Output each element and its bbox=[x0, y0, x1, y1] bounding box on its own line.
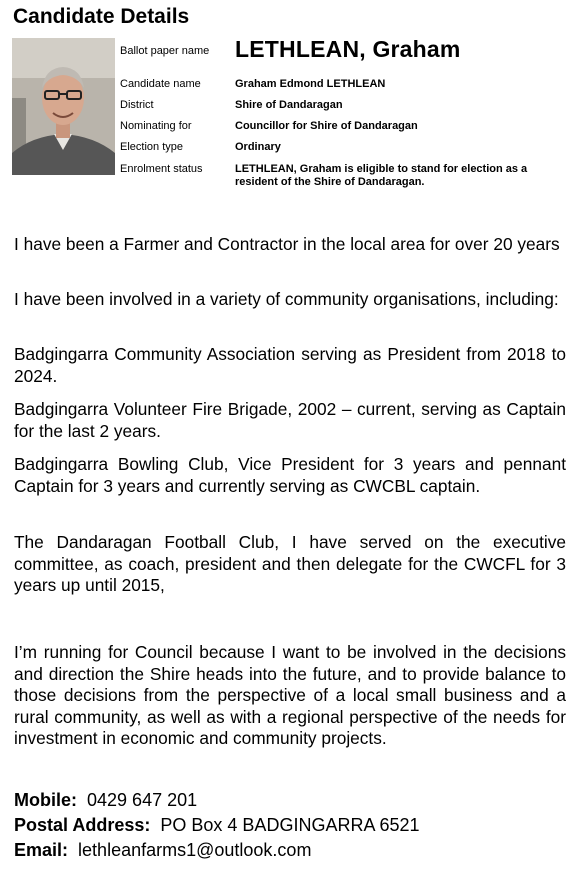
postal-address-value: PO Box 4 BADGINGARRA 6521 bbox=[160, 815, 420, 835]
nominating-for-value: Councillor for Shire of Dandaragan bbox=[235, 120, 418, 132]
statement-paragraph: I’m running for Council because I want to be involved in the decisions and direction the Shire heads into the future, and to provide balance to those decisions from the perspective of a local small business and a rural community, as well as with a regional perspective of the needs for investment in economic and community projects. bbox=[14, 642, 566, 748]
statement-paragraph: I have been involved in a variety of community organisations, including: bbox=[14, 289, 559, 309]
district-value: Shire of Dandaragan bbox=[235, 99, 343, 111]
district-label: District bbox=[120, 99, 154, 111]
election-type-value: Ordinary bbox=[235, 141, 281, 153]
candidate-name-value: Graham Edmond LETHLEAN bbox=[235, 78, 386, 90]
email-label: Email: bbox=[14, 840, 69, 860]
election-type-label: Election type bbox=[120, 141, 183, 153]
email-line bbox=[14, 840, 311, 861]
statement-paragraph: Badgingarra Bowling Club, Vice President for 3 years and pennant Captain for 3 years and currently serving as CWCBL captain. bbox=[14, 454, 566, 496]
postal-address-line bbox=[14, 815, 420, 836]
ballot-paper-name-value: LETHLEAN, Graham bbox=[235, 36, 461, 62]
ballot-paper-name-label: Ballot paper name bbox=[120, 45, 210, 57]
enrolment-status-label: Enrolment status bbox=[120, 163, 203, 175]
candidate-name-label: Candidate name bbox=[120, 78, 201, 90]
statement-paragraph: Badgingarra Volunteer Fire Brigade, 2002 – current, serving as Captain for the last 2 years. bbox=[14, 399, 566, 441]
page-title: Candidate Details bbox=[13, 5, 190, 28]
statement-paragraph: The Dandaragan Football Club, I have served on the executive committee, as coach, president and then delegate for the CWCFL for 3 years up until 2015, bbox=[14, 532, 566, 595]
mobile-line bbox=[14, 790, 197, 811]
enrolment-status-value: LETHLEAN, Graham is eligible to stand for election as a resident of the Shire of Dandaragan. bbox=[235, 163, 528, 188]
postal-address-label: Postal Address: bbox=[14, 815, 151, 835]
mobile-label: Mobile: bbox=[14, 790, 77, 810]
statement-paragraph: I have been a Farmer and Contractor in the local area for over 20 years bbox=[14, 234, 560, 254]
nominating-for-label: Nominating for bbox=[120, 120, 192, 132]
candidate-photo bbox=[12, 38, 115, 175]
mobile-value: 0429 647 201 bbox=[87, 790, 198, 810]
statement-paragraph: Badgingarra Community Association serving as President from 2018 to 2024. bbox=[14, 344, 566, 386]
email-value: lethleanfarms1@outlook.com bbox=[78, 840, 312, 860]
